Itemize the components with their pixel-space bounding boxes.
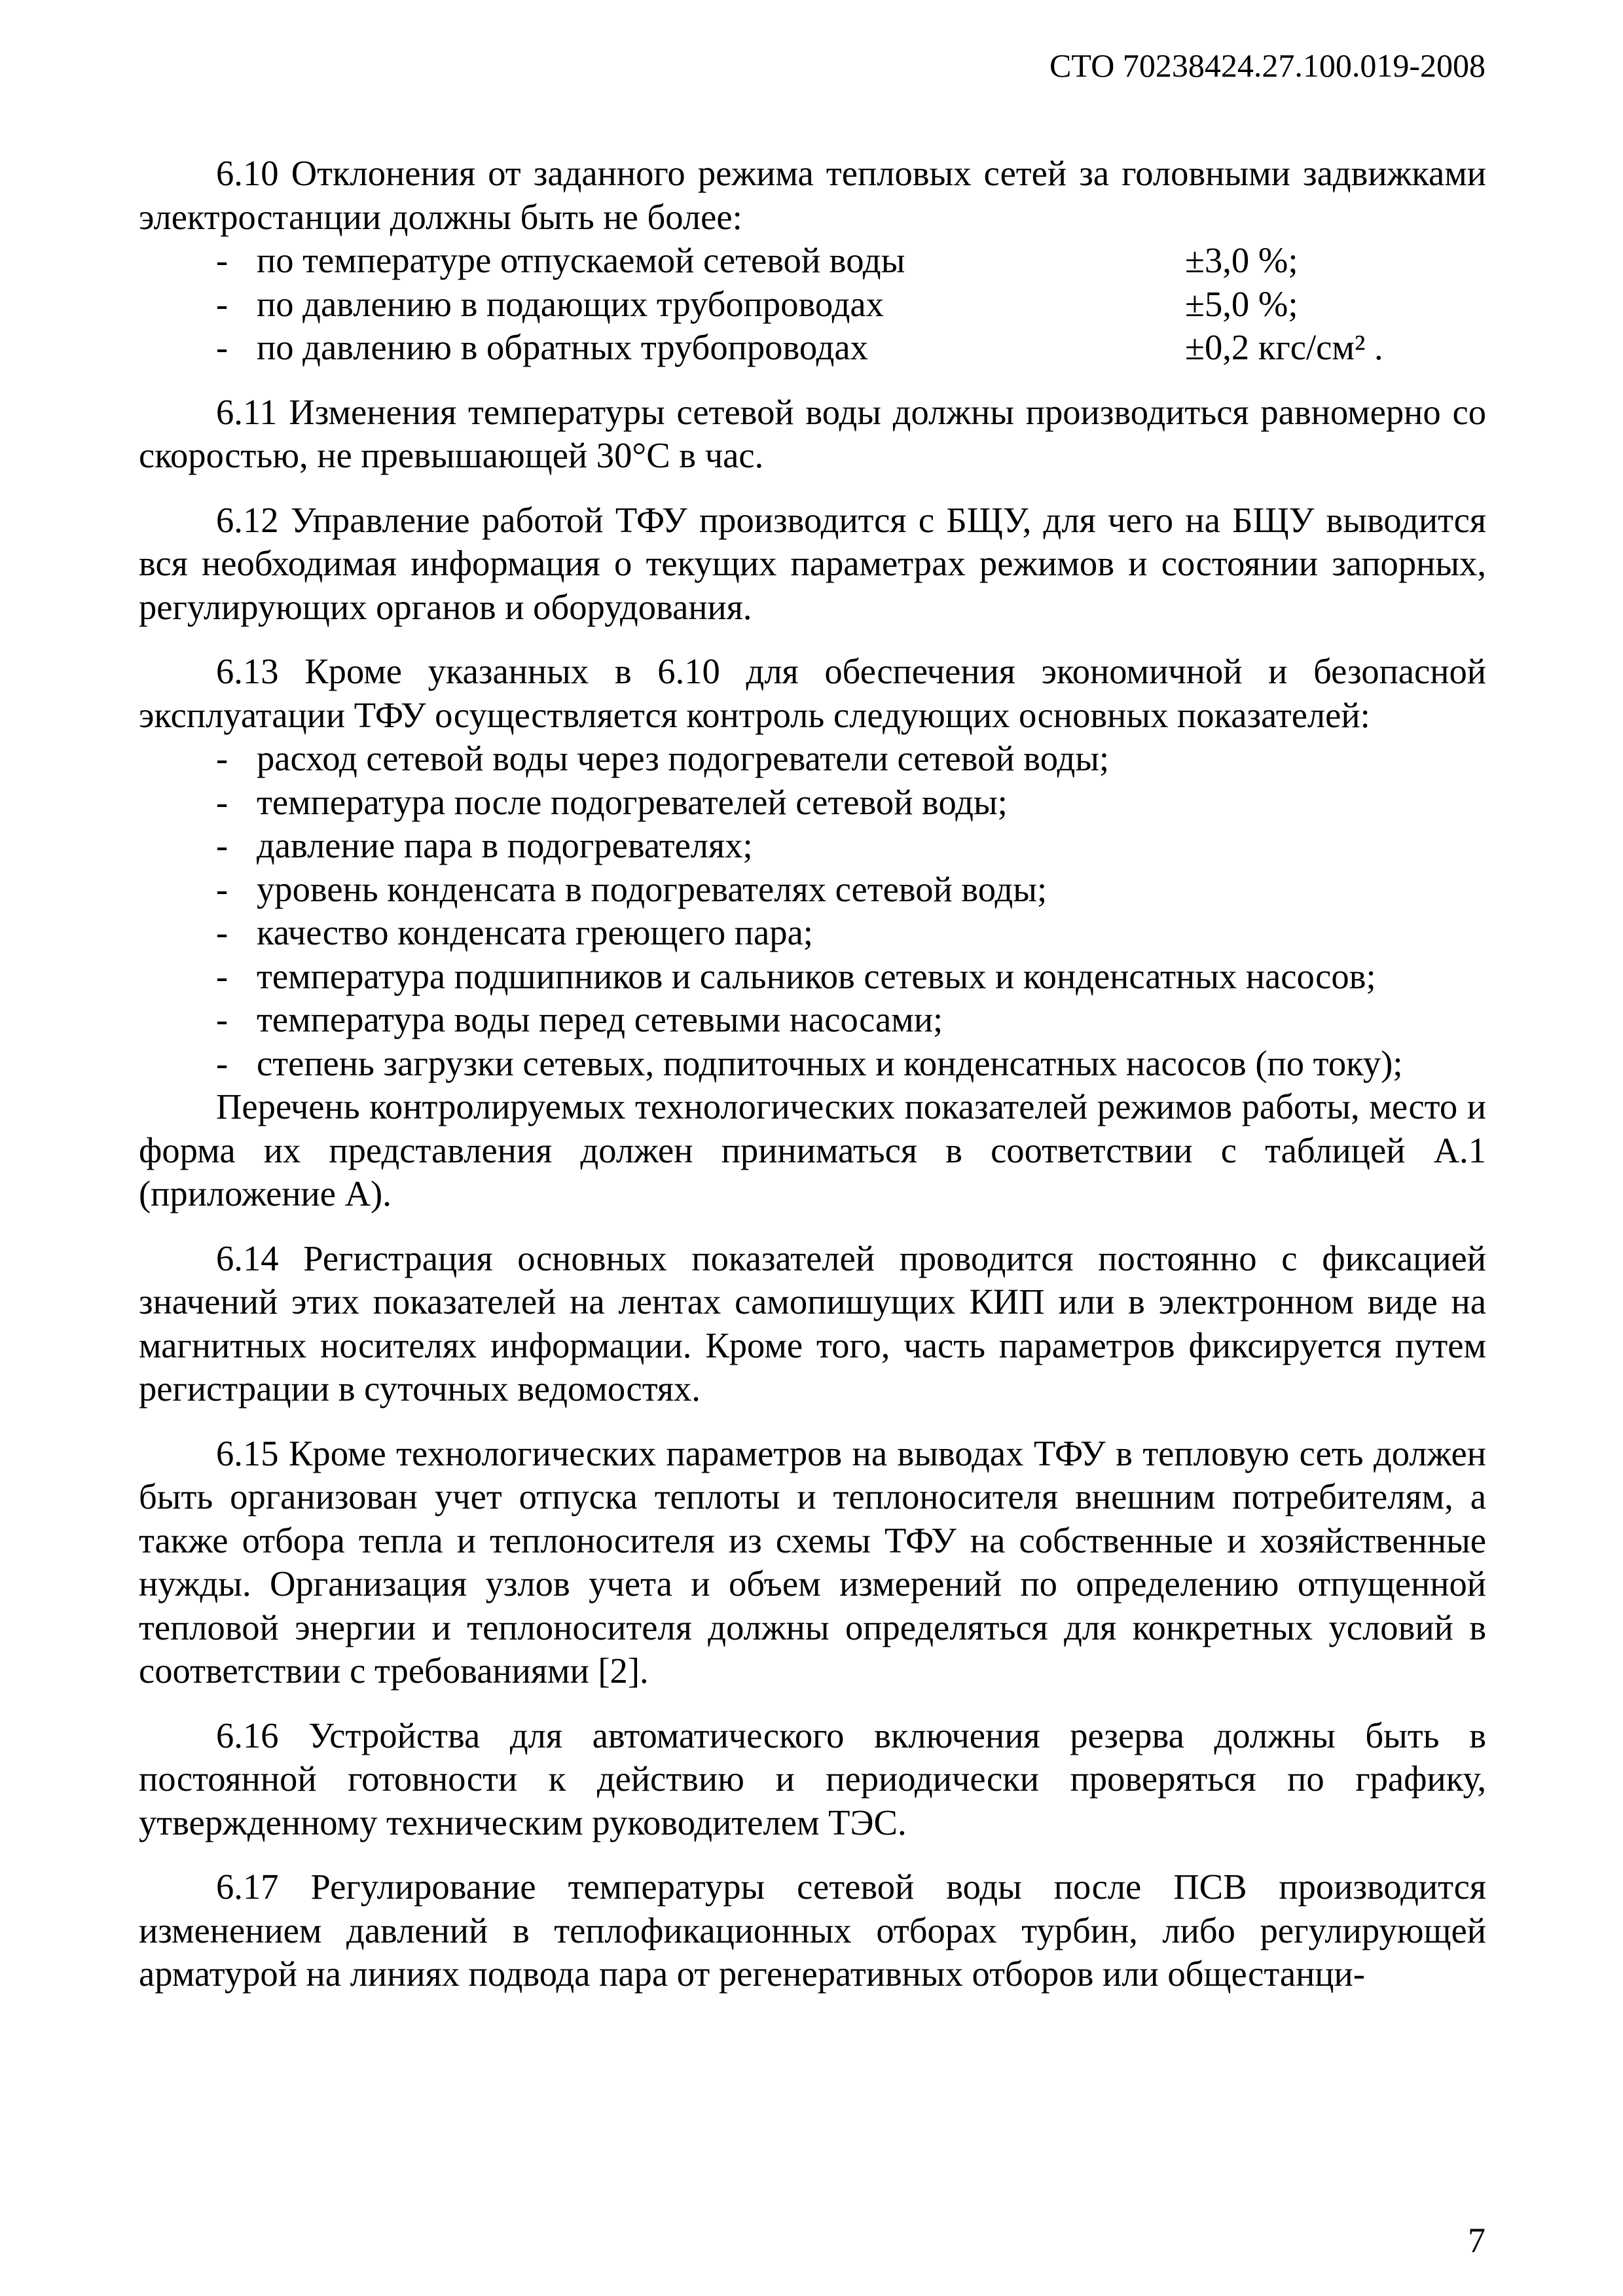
document-body: [139, 152, 1486, 1996]
list-item-text: температура воды перед сетевыми насосами;: [257, 999, 943, 1039]
list-dash: -: [216, 869, 228, 909]
list-item: [139, 781, 1486, 825]
page-number: 7: [1468, 2221, 1486, 2260]
list-dash: -: [216, 1043, 228, 1083]
paragraph-6-13-intro: 6.13 Кроме указанных в 6.10 для обеспечения экономичной и безопасной эксплуатации ТФУ осуществляется контроль следующих основных показателей:: [139, 651, 1486, 735]
paragraph-6-15: 6.15 Кроме технологических параметров на выводах ТФУ в тепловую сеть должен быть организован учет отпуска теплоты и теплоносителя внешним потребителям, а также отбора тепла и теплоносителя из схемы ТФУ на собственные и хозяйственные нужды. Организация узлов учета и объем измерений по определению отпущенной тепловой энергии и теплоносителя должны определяться для конкретных условий в соответствии с требованиями [2].: [139, 1433, 1486, 1691]
deviation-list: [139, 239, 1486, 370]
list-dash: -: [216, 825, 228, 865]
list-dash: -: [216, 781, 228, 822]
list-item: [139, 737, 1486, 781]
deviation-row: [216, 326, 1486, 370]
list-item-text: качество конденсата греющего пара;: [257, 912, 813, 952]
paragraph-6-10-intro: 6.10 Отклонения от заданного режима тепловых сетей за головными задвижками электростанции должны быть не более:: [139, 153, 1486, 237]
list-dash: -: [216, 283, 228, 324]
list-item-text: температура подшипников и сальников сетевых и конденсатных насосов;: [257, 956, 1376, 996]
paragraph-6-13-note: Перечень контролируемых технологических показателей режимов работы, место и форма их представления должен приниматься в соответствии с таблицей А.1 (приложение А).: [139, 1086, 1486, 1213]
list-item: [139, 1042, 1486, 1086]
list-dash: -: [216, 738, 228, 778]
deviation-value: ±5,0 %;: [1185, 283, 1298, 324]
paragraph-6-11: 6.11 Изменения температуры сетевой воды должны производиться равномерно со скоростью, не превышающей 30°С в час.: [139, 391, 1486, 475]
list-dash: -: [216, 327, 228, 367]
paragraph-6-14: 6.14 Регистрация основных показателей проводится постоянно с фиксацией значений этих показателей на лентах самопишущих КИП или в электронном виде на магнитных носителях информации. Кроме того, часть параметров фиксируется путем регистрации в суточных ведомостях.: [139, 1238, 1486, 1408]
deviation-label: по давлению в обратных трубопроводах: [257, 327, 868, 367]
list-dash: -: [216, 912, 228, 952]
list-item-text: расход сетевой воды через подогреватели сетевой воды;: [257, 738, 1110, 778]
deviation-label: по температуре отпускаемой сетевой воды: [257, 240, 905, 280]
deviation-value: ±3,0 %;: [1185, 240, 1298, 280]
deviation-value: ±0,2 кгс/см² .: [1185, 327, 1383, 367]
paragraph-6-16: 6.16 Устройства для автоматического включения резерва должны быть в постоянной готовности к действию и периодически проверяться по графику, утвержденному техническим руководителем ТЭС.: [139, 1715, 1486, 1842]
list-dash: -: [216, 999, 228, 1039]
list-item-text: уровень конденсата в подогревателях сетевой воды;: [257, 869, 1048, 909]
indicator-list: [139, 737, 1486, 1085]
list-item-text: температура после подогревателей сетевой воды;: [257, 781, 1008, 822]
list-item: [139, 998, 1486, 1042]
list-dash: -: [216, 956, 228, 996]
list-item: [139, 824, 1486, 868]
list-item: [139, 911, 1486, 955]
list-item: [139, 868, 1486, 912]
list-dash: -: [216, 240, 228, 280]
list-item-text: степень загрузки сетевых, подпиточных и конденсатных насосов (по току);: [257, 1043, 1403, 1083]
paragraph-6-12: 6.12 Управление работой ТФУ производится с БЩУ, для чего на БЩУ выводится вся необходимая информация о текущих параметрах режимов и состоянии запорных, регулирующих органов и оборудования.: [139, 499, 1486, 627]
deviation-label: по давлению в подающих трубопроводах: [257, 283, 884, 324]
paragraph-6-17: 6.17 Регулирование температуры сетевой воды после ПСВ производится изменением давлений в теплофикационных отборах турбин, либо регулирующей арматурой на линиях подвода пара от регенеративных отборов или общестанци-: [139, 1867, 1486, 1994]
deviation-row: [216, 239, 1486, 283]
list-item: [139, 955, 1486, 999]
deviation-row: [216, 283, 1486, 327]
list-item-text: давление пара в подогревателях;: [257, 825, 753, 865]
page-header-doc-code: СТО 70238424.27.100.019-2008: [1049, 47, 1486, 84]
